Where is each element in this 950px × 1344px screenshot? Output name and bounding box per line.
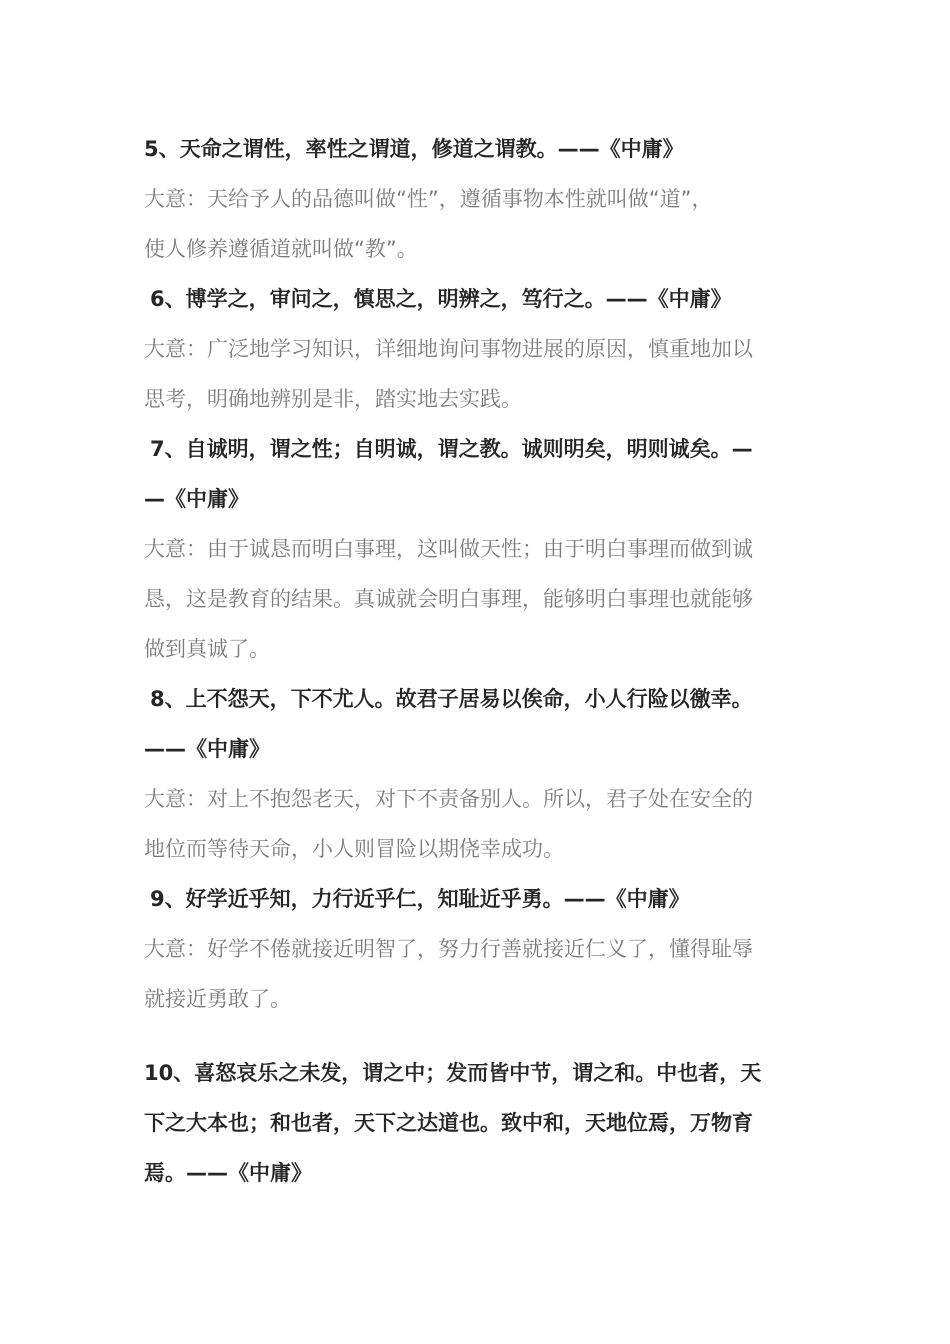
quote-entry [144, 274, 800, 424]
meaning-line: 使人修养遵循道就叫做“教”。 [144, 237, 418, 261]
paragraph-gap [144, 1024, 800, 1048]
meaning-line: 大意：对上不抱怨老天，对下不责备别人。所以，君子处在安全的 [144, 787, 753, 811]
meaning-line: 大意：好学不倦就接近明智了，努力行善就接近仁义了，懂得耻辱 [144, 937, 753, 961]
quote-line: ——《中庸》 [144, 737, 270, 761]
quote-entry [144, 874, 800, 1024]
quote-entry [144, 424, 800, 674]
quote-entry [144, 1048, 800, 1198]
meaning-line: 做到真诚了。 [144, 637, 270, 661]
quote-line: 9、好学近乎知，力行近乎仁，知耻近乎勇。——《中庸》 [150, 887, 690, 911]
meaning-line: 恳，这是教育的结果。真诚就会明白事理，能够明白事理也就能够 [144, 587, 753, 611]
quote-line: 6、博学之，审问之，慎思之，明辨之，笃行之。——《中庸》 [150, 287, 732, 311]
quote-line: 10、喜怒哀乐之未发，谓之中；发而皆中节，谓之和。中也者，天 [144, 1061, 762, 1085]
meaning-line: 地位而等待天命，小人则冒险以期侥幸成功。 [144, 837, 564, 861]
document-content [144, 124, 800, 1198]
meaning-line: 思考，明确地辨别是非，踏实地去实践。 [144, 387, 522, 411]
quote-line: —《中庸》 [144, 487, 249, 511]
quote-entry [144, 674, 800, 874]
quote-line: 8、上不怨天，下不尤人。故君子居易以俟命，小人行险以徼幸。 [150, 687, 753, 711]
quote-entry [144, 124, 800, 274]
meaning-line: 大意：广泛地学习知识，详细地询问事物进展的原因，慎重地加以 [144, 337, 753, 361]
quote-line: 下之大本也；和也者，天下之达道也。致中和，天地位焉，万物育 [144, 1111, 753, 1135]
quote-line: 5、天命之谓性，率性之谓道，修道之谓教。——《中庸》 [144, 137, 684, 161]
meaning-line: 大意：由于诚恳而明白事理，这叫做天性；由于明白事理而做到诚 [144, 537, 753, 561]
meaning-line: 大意：天给予人的品德叫做“性”，遵循事物本性就叫做“道”， [144, 187, 713, 211]
meaning-line: 就接近勇敢了。 [144, 987, 291, 1011]
quote-line: 焉。——《中庸》 [144, 1161, 312, 1185]
quote-line: 7、自诚明，谓之性；自明诚，谓之教。诚则明矣，明则诚矣。— [150, 437, 753, 461]
